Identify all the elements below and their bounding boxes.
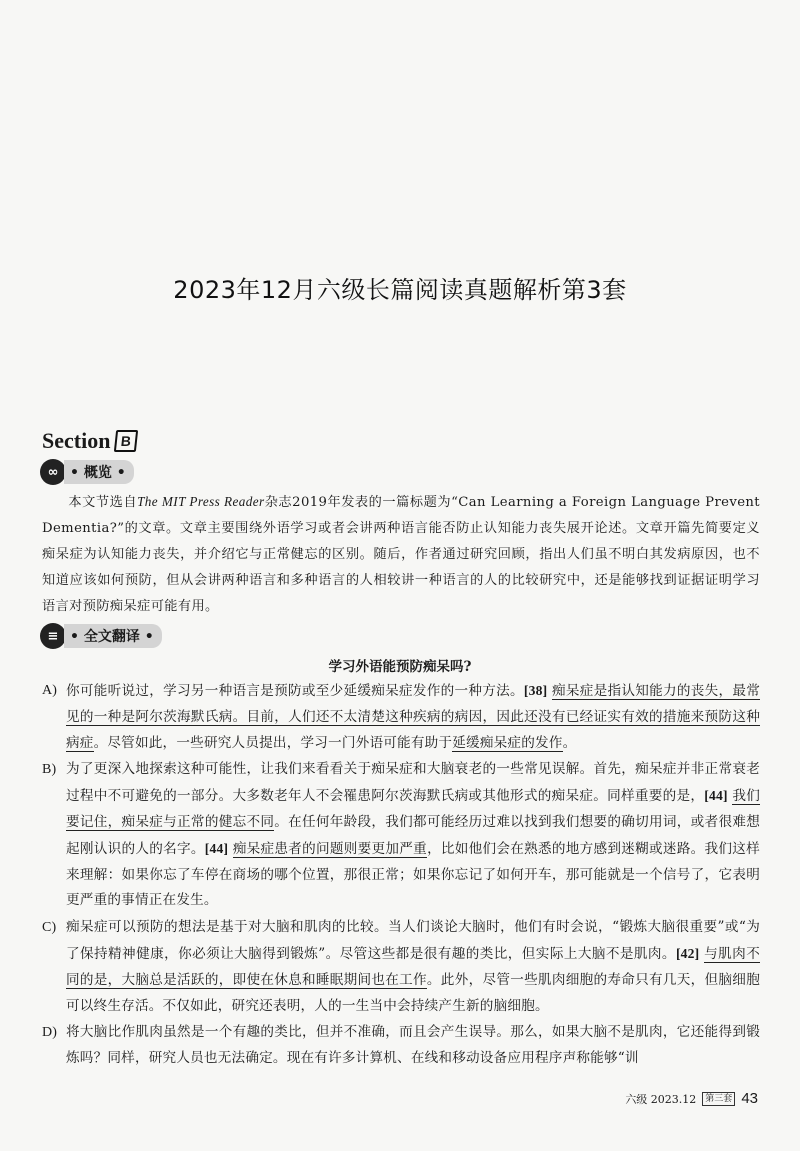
page-title: 2023年12月六级长篇阅读真题解析第3套 xyxy=(173,276,627,304)
overview-badge xyxy=(40,459,134,485)
paragraph-c xyxy=(42,915,760,1019)
underlined-text: 与肌肉不同的是，大脑总是活跃的，即使在休息和睡眠期间也在工作 xyxy=(66,945,760,988)
text-run: 。 xyxy=(562,734,577,751)
paragraph-text xyxy=(66,915,760,1019)
text-run: 为了更深入地探索这种可能性，让我们来看看关于痴呆症和大脑衰老的一些常见误解。首先，痴呆症并非正常衰老过程中不可避免的一部分。大多数老年人不会罹患阿尔茨海默氏病或其他形式的痴呆症。同样重要的是， xyxy=(66,761,760,805)
overview-lead: 本文节选自 xyxy=(68,495,138,510)
underlined-text: 痴呆症是指认知能力的丧失，最常见的一种是阿尔茨海默氏病。目前，人们还不太清楚这种疾病的病因，因此还没有已经证实有效的措施来预防这种病症 xyxy=(66,683,760,751)
text-run: 。在任何年龄段，我们都可能经历过难以找到我们想要的确切用词，或者很难想起刚认识的人的名字。 xyxy=(66,813,761,857)
chat-bubble-icon: ≡ xyxy=(40,623,66,649)
question-tag: [38] xyxy=(523,683,548,698)
translation-badge xyxy=(40,623,162,649)
text-run: 痴呆症可以预防的想法是基于对大脑和肌肉的比较。当人们谈论大脑时，他们有时会说，“锻炼大脑很重要”或“为了保持精神健康，你必须让大脑得到锻炼”。尽管这些都是很有趣的类比，但实际上大脑不是肌肉。 xyxy=(66,919,760,962)
text-run: 。此外，尽管一些肌肉细胞的寿命只有几天，但脑细胞可以终生存活。不仅如此，研究还表明，人的一生当中会持续产生新的脑细胞。 xyxy=(66,971,760,1014)
section-word: Section xyxy=(42,428,111,453)
translation-paragraphs xyxy=(42,678,760,1073)
translation-badge-label: • 全文翻译 • xyxy=(64,624,162,648)
paragraph-label: D) xyxy=(42,1025,58,1041)
question-tag: [42] xyxy=(675,945,700,961)
text-run: 将大脑比作肌肉虽然是一个有趣的类比，但并不准确，而且会产生误导。那么，如果大脑不是肌肉，它还能得到锻炼吗？同样，研究人员也无法确定。现在有许多计算机、在线和移动设备应用程序声称能够“训 xyxy=(66,1024,760,1067)
question-tag: [44] xyxy=(704,788,728,804)
overview-badge-label: • 概览 • xyxy=(64,460,134,484)
section-heading xyxy=(42,428,137,454)
paragraph-text xyxy=(66,757,760,914)
paragraph-label: C) xyxy=(42,920,57,936)
underlined-text: 痴呆症患者的问题则要更加严重 xyxy=(232,840,428,857)
page-number: 43 xyxy=(741,1090,758,1107)
text-run: 。尽管如此，一些研究人员提出，学习一门外语可能有助于 xyxy=(93,734,453,751)
page-footer xyxy=(625,1090,758,1107)
paragraph-d xyxy=(42,1020,760,1072)
text-run: ，比如他们会在熟悉的地方感到迷糊或迷路。我们这样来理解：如果你忘了车停在商场的哪个位置，那很正常；如果你忘记了如何开车，那可能就是一个信号了，它表明更严重的事情正在发生。 xyxy=(66,840,760,909)
overview-body: 杂志2019年发表的一篇标题为“Can Learning a Foreign Language Prevent Dementia?”的文章。文章主要围绕外语学习或者会讲两种语言能否防止认知能力丧失展开论述。文章开篇先简要定义痴呆症为认知能力丧失，并介绍它与正常健忘的区别。随后，作者通过研究回顾，指出人们虽不明白其发病原因，也不知道应该如何预防，但从会讲两种语言和多种语言的人相较讲一种语言的人的比较研究中，还是能够找到证据证明学习语言对预防痴呆症可能有用。 xyxy=(42,495,760,614)
paragraph-a xyxy=(42,678,760,756)
paragraph-b xyxy=(42,757,760,914)
overview-text xyxy=(42,489,760,620)
text-run: 你可能听说过，学习另一种语言是预防或至少延缓痴呆症发作的一种方法。 xyxy=(66,683,524,699)
overview-source: The MIT Press Reader xyxy=(137,494,265,509)
paragraph-text xyxy=(66,1020,760,1072)
infinity-icon: ∞ xyxy=(40,459,66,485)
paragraph-text xyxy=(66,678,760,756)
footer-set-badge: 第三套 xyxy=(702,1092,735,1106)
underlined-text: 延缓痴呆症的发作 xyxy=(452,734,563,751)
paragraph-label: A) xyxy=(42,683,58,698)
paragraph-label: B) xyxy=(42,762,57,778)
section-letter-box: B xyxy=(114,430,138,452)
footer-level: 六级 2023.12 xyxy=(625,1092,697,1106)
overview-paragraph xyxy=(42,489,760,620)
question-tag: [44] xyxy=(204,840,229,856)
underlined-text: 我们要记住，痴呆症与正常的健忘不同 xyxy=(66,788,760,830)
article-title: 学习外语能预防痴呆吗? xyxy=(328,659,472,675)
